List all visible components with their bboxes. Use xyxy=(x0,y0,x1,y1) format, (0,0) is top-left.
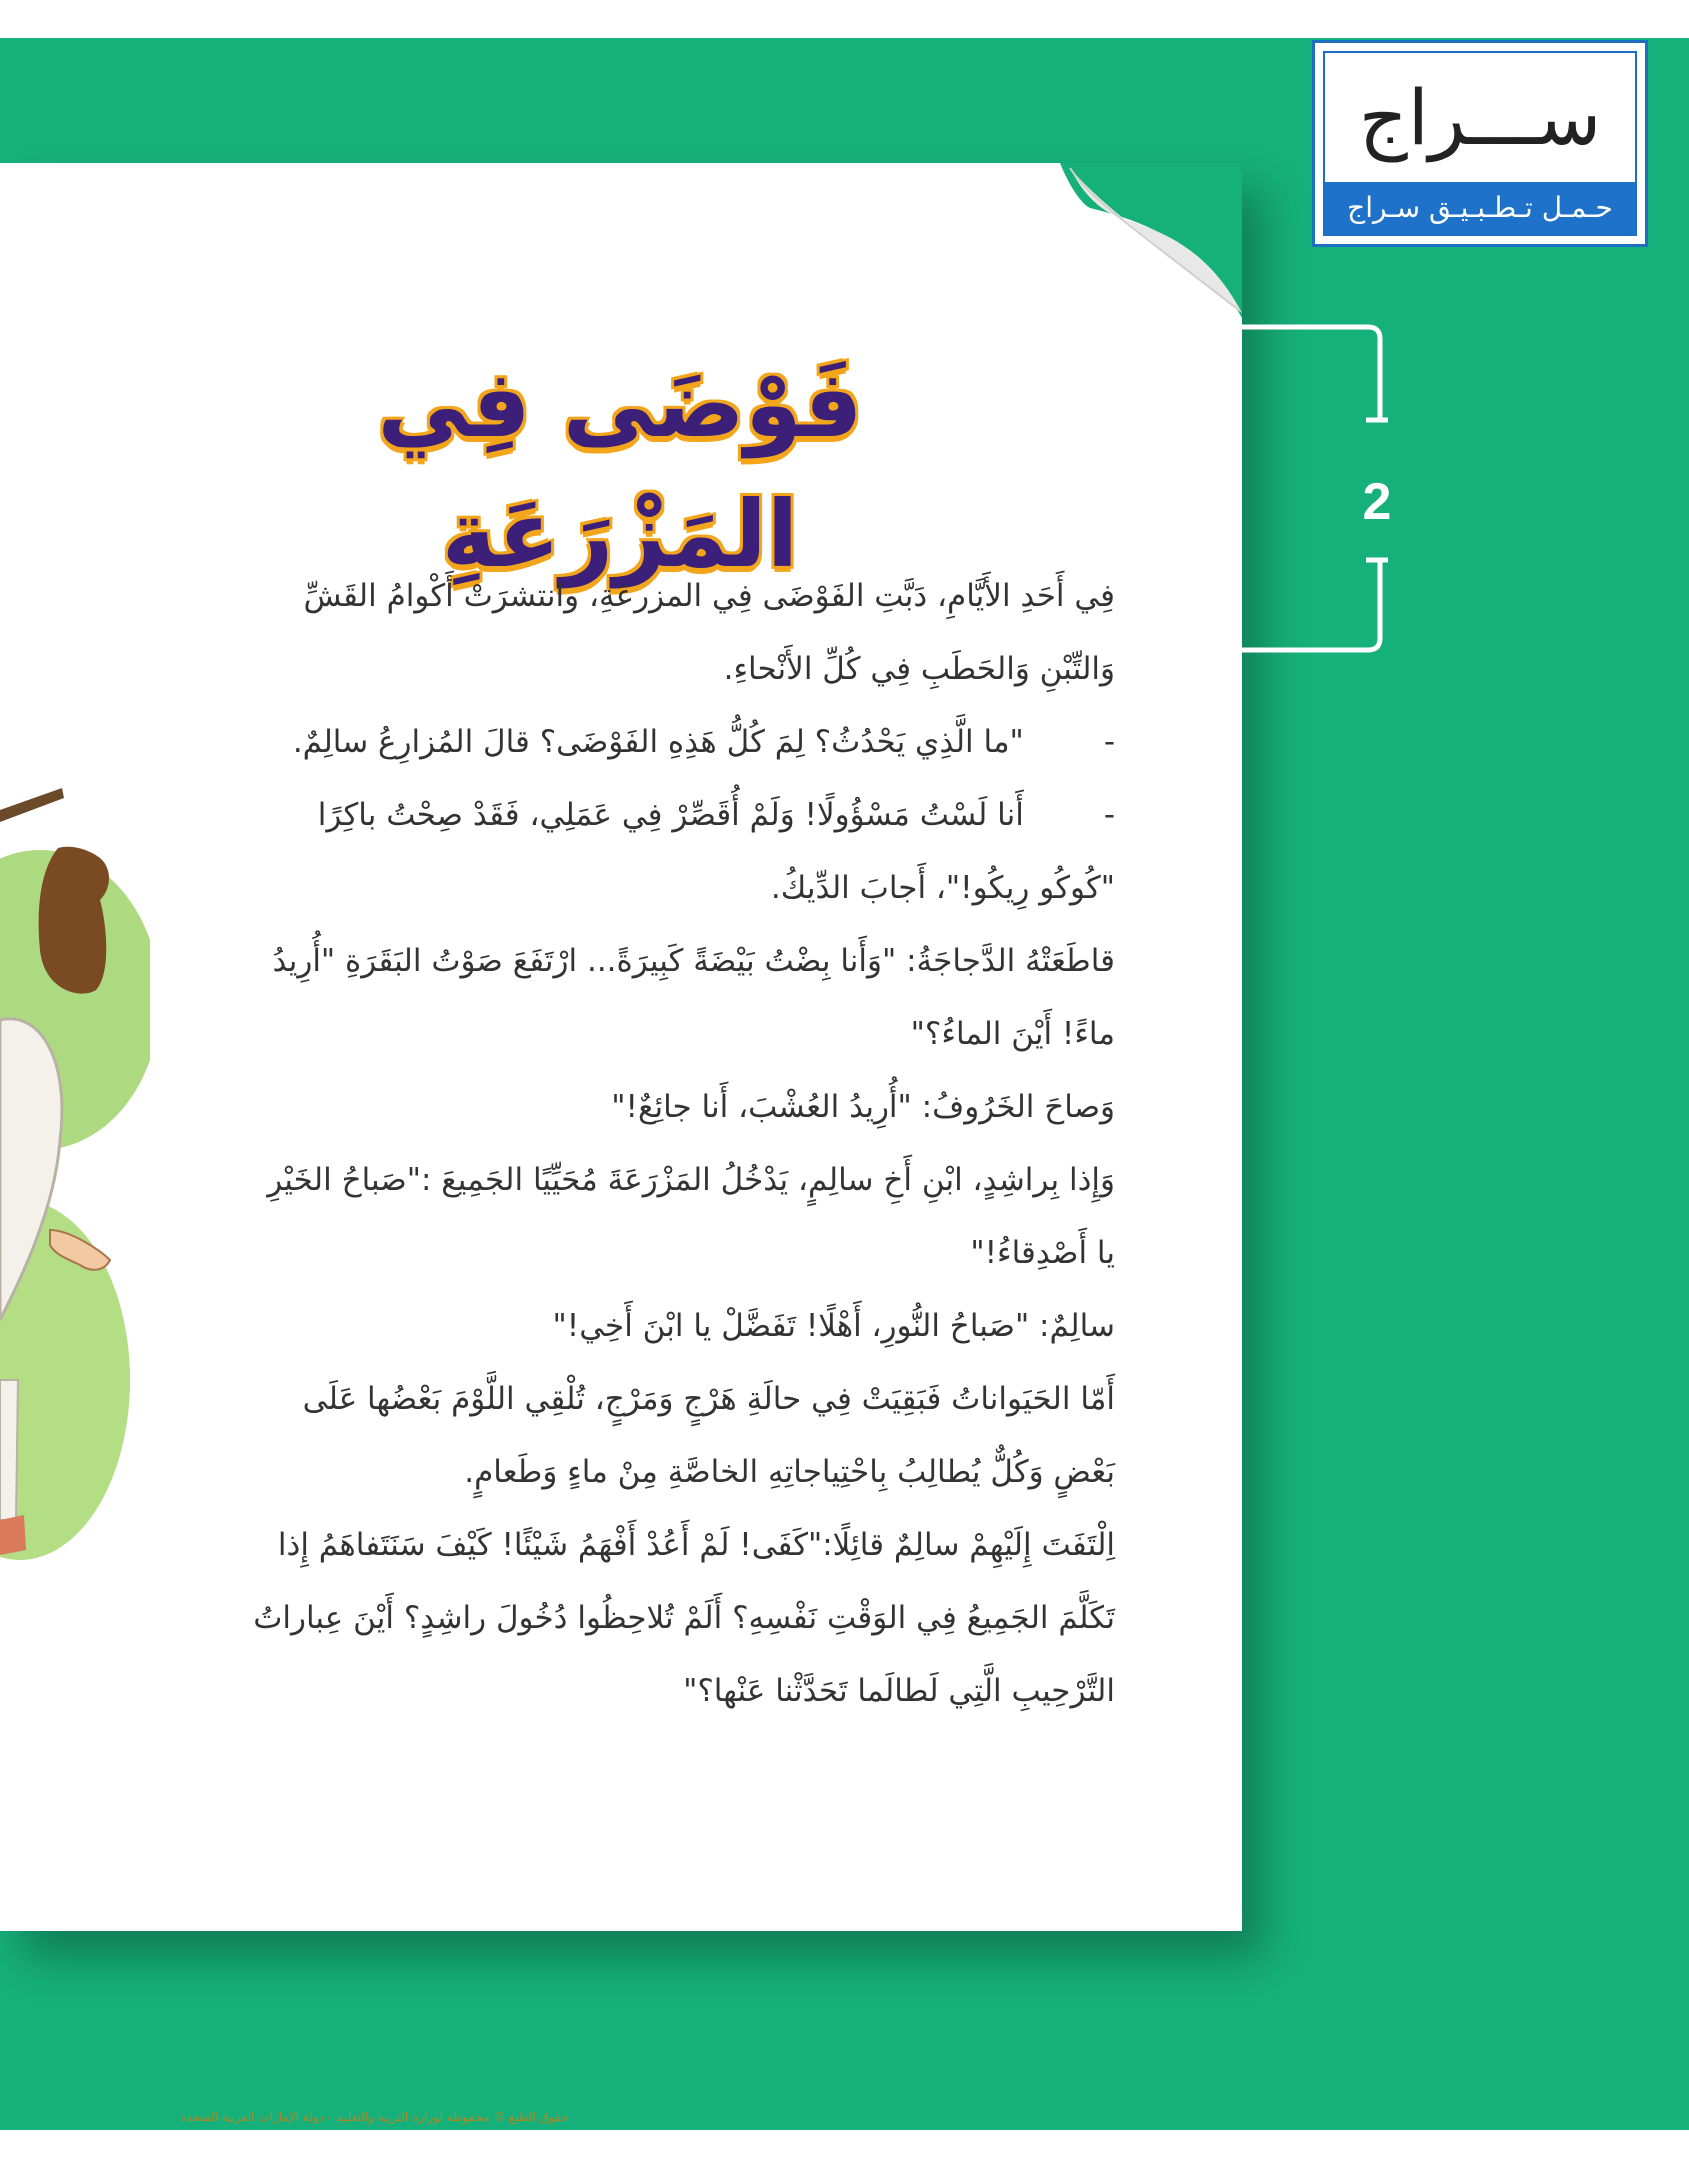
story-line: وَالتِّبْنِ وَالحَطَبِ فِي كُلِّ الأَنْحاءِ. xyxy=(723,651,1115,687)
story-line: أَمّا الحَيَواناتُ فَبَقِيَتْ فِي حالَةِ هَرْجٍ وَمَرْجٍ، تُلْقِي اللَّوْمَ بَعْضُها عَلَى xyxy=(302,1381,1115,1417)
copyright-footer: حقوق الطبع © محفوظة لوزارة التربية والتعليم - دولة الإمارات العربية المتحدة xyxy=(180,2110,569,2124)
story-line: "ما الَّذِي يَحْدُثُ؟ لِمَ كُلُّ هَذِهِ الفَوْضَى؟ قالَ المُزارِعُ سالِمٌ. xyxy=(292,724,1024,760)
story-line: وَصاحَ الخَرُوفُ: "أُرِيدُ العُشْبَ، أَنا جائِعٌ!" xyxy=(611,1089,1115,1125)
story-line: فِي أَحَدِ الأَيَّامِ، دَبَّتِ الفَوْضَى فِي المزرعَةِ، وانتشرَتْ أَكْوامُ القَشِّ xyxy=(303,578,1115,614)
dialogue-dash: - xyxy=(1103,797,1115,833)
siraj-logo[interactable] xyxy=(1312,40,1648,247)
logo-tagline: حـمـل تـطـبـيـق سـراج xyxy=(1325,182,1635,234)
story-line: قاطَعَتْهُ الدَّجاجَةُ: "وَأَنا بِضْتُ بَيْضَةً كَبِيرَةً... ارْتَفَعَ صَوْتُ البَقَرَةِ "أُرِيدُ xyxy=(272,943,1115,979)
story-title: فَوْضَى فِي المَزْرَعَةِ xyxy=(377,351,863,588)
story-dialogue-line xyxy=(130,779,1115,852)
story-line: بَعْضٍ وَكُلٌّ يُطالِبُ بِاحْتِياجاتِهِ الخاصَّةِ مِنْ ماءٍ وَطَعامٍ. xyxy=(464,1454,1115,1490)
story-line: ماءً! أَيْنَ الماءُ؟" xyxy=(910,1016,1115,1052)
story-line: تَكَلَّمَ الجَمِيعُ فِي الوَقْتِ نَفْسِهِ؟ أَلَمْ تُلاحِظُوا دُخُولَ راشِدٍ؟ أَيْنَ عِباراتُ xyxy=(253,1600,1115,1636)
story-line: أَنا لَسْتُ مَسْؤُولًا! وَلَمْ أُقَصِّرْ فِي عَمَلِي، فَقَدْ صِحْتُ باكِرًا xyxy=(317,797,1024,833)
page-number: 2 xyxy=(1362,473,1392,531)
story-line: سالِمٌ: "صَباحُ النُّورِ، أَهْلًا! تَفَضَّلْ يا ابْنَ أَخِي!" xyxy=(552,1308,1115,1344)
dialogue-dash: - xyxy=(1103,724,1115,760)
logo-wordmark: ســـراج xyxy=(1358,73,1602,162)
farm-illustration xyxy=(0,760,150,1560)
page-curl-corner xyxy=(1060,163,1242,318)
story-text xyxy=(130,560,1115,1728)
story-line: التَّرْحِيبِ الَّتِي لَطالَما تَحَدَّثْنا عَنْها؟" xyxy=(683,1673,1115,1709)
story-line: اِلْتَفَتَ إِلَيْهِمْ سالِمٌ قائِلًا:"كَفَى! لَمْ أَعُدْ أَفْهَمُ شَيْئًا! كَيْفَ سَنَتَفاهَمُ إِذا xyxy=(277,1527,1115,1563)
story-dialogue-line xyxy=(130,706,1115,779)
story-line: "كُوكُو رِيكُو!"، أَجابَ الدِّيكُ. xyxy=(770,870,1115,906)
logo-frame xyxy=(1323,51,1637,236)
story-line: يا أَصْدِقاءُ!" xyxy=(970,1235,1115,1271)
story-line: وَإِذا بِراشِدٍ، ابْنِ أَخِ سالِمٍ، يَدْخُلُ المَزْرَعَةَ مُحَيِّيًا الجَمِيعَ :"صَباحُ الخَيْرِ xyxy=(267,1162,1115,1198)
